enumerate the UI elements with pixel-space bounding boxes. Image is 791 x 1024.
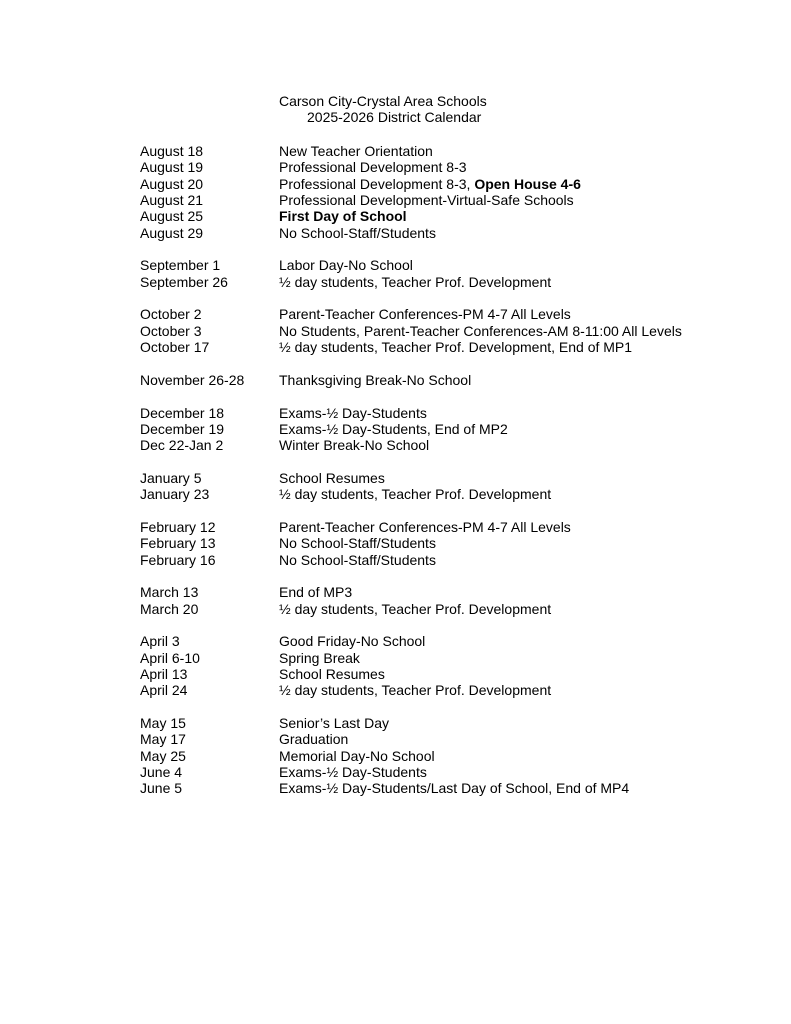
event-description bbox=[279, 682, 551, 698]
event-date: November 26-28 bbox=[140, 371, 245, 388]
event-date: April 13 bbox=[140, 666, 188, 682]
event-text: End of MP3 bbox=[279, 584, 353, 601]
event-text: Labor Day-No School bbox=[279, 257, 413, 274]
event-date: January 5 bbox=[140, 469, 202, 486]
calendar-row bbox=[140, 225, 760, 241]
event-date: August 29 bbox=[140, 224, 204, 241]
group-spacer bbox=[140, 568, 760, 584]
event-description bbox=[279, 143, 433, 159]
event-text: ½ day students, Teacher Prof. Development, End of MP1 bbox=[279, 339, 633, 356]
calendar-row bbox=[140, 208, 760, 224]
event-date: June 5 bbox=[140, 780, 183, 797]
event-text: Professional Development-Virtual-Safe Schools bbox=[279, 192, 574, 209]
calendar-row bbox=[140, 405, 760, 421]
calendar-row bbox=[140, 372, 760, 388]
event-date: Dec 22-Jan 2 bbox=[140, 437, 224, 454]
event-text: Exams-½ Day-Students/Last Day of School, End of MP4 bbox=[279, 780, 630, 797]
event-text: No School-Staff/Students bbox=[279, 551, 436, 568]
calendar-row bbox=[140, 731, 760, 747]
group-spacer bbox=[140, 454, 760, 470]
event-description bbox=[279, 405, 427, 421]
event-date: September 26 bbox=[140, 273, 228, 290]
event-text: Professional Development 8-3, bbox=[279, 175, 475, 192]
calendar-row bbox=[140, 764, 760, 780]
event-description bbox=[279, 748, 435, 764]
group-spacer bbox=[140, 355, 760, 371]
calendar-row bbox=[140, 650, 760, 666]
event-text: ½ day students, Teacher Prof. Development bbox=[279, 600, 552, 617]
event-description bbox=[279, 780, 629, 796]
calendar-row bbox=[140, 601, 760, 617]
event-date: August 25 bbox=[140, 208, 204, 225]
calendar-row bbox=[140, 682, 760, 698]
event-date: September 1 bbox=[140, 257, 221, 274]
calendar-row bbox=[140, 323, 760, 339]
document-header bbox=[279, 93, 487, 126]
event-date: February 16 bbox=[140, 551, 216, 568]
event-text: School Resumes bbox=[279, 469, 385, 486]
event-text: Professional Development 8-3 bbox=[279, 159, 467, 176]
event-date: April 6-10 bbox=[140, 649, 200, 666]
calendar-row bbox=[140, 584, 760, 600]
event-description bbox=[279, 257, 413, 273]
event-date: October 17 bbox=[140, 339, 210, 356]
event-date: March 13 bbox=[140, 584, 199, 601]
event-description bbox=[279, 601, 551, 617]
event-text: Exams-½ Day-Students, End of MP2 bbox=[279, 420, 508, 437]
event-date: December 19 bbox=[140, 420, 225, 437]
event-description bbox=[279, 731, 348, 747]
event-text: Spring Break bbox=[279, 649, 360, 666]
event-text: ½ day students, Teacher Prof. Development bbox=[279, 486, 552, 503]
event-text: No Students, Parent-Teacher Conferences-AM 8-11:00 All Levels bbox=[279, 322, 682, 339]
event-text: Graduation bbox=[279, 731, 349, 748]
event-description bbox=[279, 519, 571, 535]
event-text: Parent-Teacher Conferences-PM 4-7 All Levels bbox=[279, 306, 571, 323]
event-text: New Teacher Orientation bbox=[279, 143, 433, 159]
event-description bbox=[279, 666, 385, 682]
event-date: August 20 bbox=[140, 175, 204, 192]
group-spacer bbox=[140, 503, 760, 519]
calendar-row bbox=[140, 421, 760, 437]
event-date: February 13 bbox=[140, 535, 216, 552]
event-description bbox=[279, 192, 574, 208]
event-highlight: First Day of School bbox=[279, 208, 407, 225]
event-date: May 25 bbox=[140, 747, 186, 764]
calendar-row bbox=[140, 306, 760, 322]
event-date: May 17 bbox=[140, 731, 186, 748]
event-date: April 24 bbox=[140, 682, 188, 699]
event-date: August 19 bbox=[140, 159, 204, 176]
event-text: School Resumes bbox=[279, 666, 385, 682]
event-description bbox=[279, 470, 385, 486]
group-spacer bbox=[140, 290, 760, 306]
event-text: No School-Staff/Students bbox=[279, 224, 436, 241]
calendar-row bbox=[140, 666, 760, 682]
event-text: Winter Break-No School bbox=[279, 437, 430, 454]
event-description bbox=[279, 437, 429, 453]
calendar-row bbox=[140, 176, 760, 192]
calendar-row bbox=[140, 633, 760, 649]
event-description bbox=[279, 372, 471, 388]
event-description bbox=[279, 764, 427, 780]
calendar-row bbox=[140, 470, 760, 486]
group-spacer bbox=[140, 388, 760, 404]
calendar-row bbox=[140, 535, 760, 551]
event-description bbox=[279, 715, 389, 731]
calendar-row bbox=[140, 486, 760, 502]
event-date: March 20 bbox=[140, 600, 199, 617]
group-spacer bbox=[140, 617, 760, 633]
calendar-row bbox=[140, 552, 760, 568]
event-description bbox=[279, 535, 436, 551]
event-date: January 23 bbox=[140, 486, 210, 503]
event-description bbox=[279, 225, 436, 241]
event-date: June 4 bbox=[140, 764, 183, 781]
event-description bbox=[279, 323, 682, 339]
event-date: August 21 bbox=[140, 192, 204, 209]
group-spacer bbox=[140, 241, 760, 257]
event-date: October 3 bbox=[140, 322, 202, 339]
group-spacer bbox=[140, 699, 760, 715]
event-description bbox=[279, 486, 551, 502]
event-date: April 3 bbox=[140, 633, 180, 650]
event-description bbox=[279, 339, 632, 355]
event-text: No School-Staff/Students bbox=[279, 535, 436, 552]
calendar-row bbox=[140, 339, 760, 355]
event-description bbox=[279, 584, 352, 600]
event-description bbox=[279, 650, 360, 666]
event-date: December 18 bbox=[140, 404, 225, 421]
calendar-row bbox=[140, 715, 760, 731]
event-text: Exams-½ Day-Students bbox=[279, 404, 427, 421]
event-text: ½ day students, Teacher Prof. Development bbox=[279, 273, 552, 290]
event-description bbox=[279, 159, 467, 175]
event-description bbox=[279, 274, 551, 290]
district-name: Carson City-Crystal Area Schools bbox=[279, 93, 487, 109]
event-date: May 15 bbox=[140, 715, 186, 732]
calendar-row bbox=[140, 437, 760, 453]
calendar-row bbox=[140, 257, 760, 273]
calendar-row bbox=[140, 143, 760, 159]
calendar-row bbox=[140, 519, 760, 535]
event-text: Senior’s Last Day bbox=[279, 715, 389, 732]
event-description bbox=[279, 633, 425, 649]
event-date: February 12 bbox=[140, 518, 216, 535]
event-date: October 2 bbox=[140, 306, 202, 323]
event-text: Exams-½ Day-Students bbox=[279, 764, 427, 781]
event-highlight: Open House 4-6 bbox=[474, 175, 581, 192]
event-description bbox=[279, 421, 508, 437]
calendar-row bbox=[140, 159, 760, 175]
calendar-list bbox=[140, 143, 760, 797]
calendar-title: 2025-2026 District Calendar bbox=[307, 109, 482, 126]
event-description bbox=[279, 306, 571, 322]
event-text: Good Friday-No School bbox=[279, 633, 426, 650]
calendar-row bbox=[140, 274, 760, 290]
event-description bbox=[279, 208, 407, 224]
event-text: Parent-Teacher Conferences-PM 4-7 All Levels bbox=[279, 518, 571, 535]
event-text: Thanksgiving Break-No School bbox=[279, 371, 472, 388]
calendar-row bbox=[140, 748, 760, 764]
event-text: ½ day students, Teacher Prof. Development bbox=[279, 682, 552, 699]
calendar-row bbox=[140, 780, 760, 796]
event-description bbox=[279, 176, 581, 192]
event-date: August 18 bbox=[140, 143, 204, 159]
event-description bbox=[279, 552, 436, 568]
event-text: Memorial Day-No School bbox=[279, 747, 435, 764]
calendar-row bbox=[140, 192, 760, 208]
